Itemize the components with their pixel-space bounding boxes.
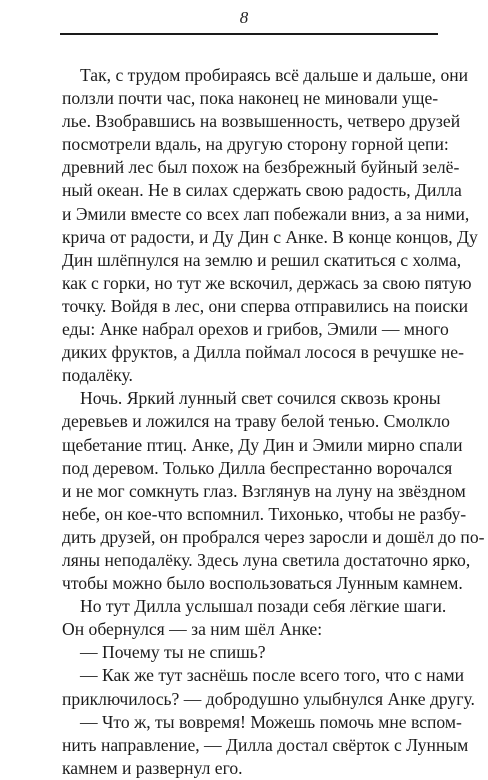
text-line: щебетание птиц. Анке, Ду Дин и Эмили мирно спали bbox=[62, 434, 463, 455]
text-line: под деревом. Только Дилла беспрестанно ворочался bbox=[62, 457, 453, 478]
text-line: Ночь. Яркий лунный свет сочился сквозь кроны bbox=[80, 388, 441, 409]
text-line: ляны неподалёку. Здесь луна светила достаточно ярко, bbox=[62, 549, 471, 570]
text-line: камнем и развернул его. bbox=[62, 757, 243, 778]
page-number: 8 bbox=[239, 8, 249, 27]
text-line: и не мог сомкнуть глаз. Взглянув на луну на звёздном bbox=[62, 480, 466, 501]
text-line: чтобы можно было воспользоваться Лунным камнем. bbox=[62, 573, 463, 594]
text-line: Он обернулся — за ним шёл Анке: bbox=[62, 619, 323, 640]
text-line: Дин шлёпнулся на землю и решил скатиться с холма, bbox=[62, 249, 462, 270]
text-line: как с горки, но тут же вскочил, держась за свою пятую bbox=[62, 272, 472, 293]
text-line: ползли почти час, пока наконец не миновали уще- bbox=[62, 88, 439, 109]
text-line: дить друзей, он пробрался через заросли и дошёл до по- bbox=[62, 526, 485, 547]
text-line: — Как же тут заснёшь после всего того, что с нами bbox=[80, 665, 465, 686]
text-line: точку. Войдя в лес, они сперва отправились на поиски bbox=[62, 295, 469, 316]
text-line: посмотрели вдаль, на другую сторону горной цепи: bbox=[62, 134, 449, 155]
text-line: нить направление, — Дилла достал свёрток с Лунным bbox=[62, 734, 469, 755]
body-text bbox=[62, 64, 485, 780]
text-line: приключилось? — добродушно улыбнулся Анке другу. bbox=[62, 688, 475, 709]
header-rule bbox=[60, 33, 438, 35]
text-line: крича от радости, и Ду Дин с Анке. В конце концов, Ду bbox=[62, 226, 478, 247]
text-line: — Что ж, ты вовремя! Можешь помочь мне вспом- bbox=[80, 711, 462, 732]
text-line: ный океан. Не в силах сдержать свою радость, Дилла bbox=[62, 180, 462, 201]
text-line: и Эмили вместе со всех лап побежали вниз, а за ними, bbox=[62, 203, 470, 224]
text-line: деревьев и ложился на траву белой тенью. Смолкло bbox=[62, 411, 450, 432]
text-line: диких фруктов, а Дилла поймал лосося в речушке не- bbox=[62, 342, 464, 363]
text-line: небе, он кое-что вспомнил. Тихонько, чтобы не разбу- bbox=[62, 503, 467, 524]
text-line: древний лес был похож на безбрежный буйный зелё- bbox=[62, 157, 460, 178]
text-line: еды: Анке набрал орехов и грибов, Эмили — много bbox=[62, 319, 449, 340]
text-line: подалёку. bbox=[62, 365, 133, 386]
text-line: — Почему ты не спишь? bbox=[80, 642, 266, 663]
text-line: Так, с трудом пробираясь всё дальше и дальше, они bbox=[80, 65, 469, 85]
text-line: лье. Взобравшись на возвышенность, четверо друзей bbox=[62, 111, 461, 132]
text-line: Но тут Дилла услышал позади себя лёгкие шаги. bbox=[80, 596, 447, 617]
